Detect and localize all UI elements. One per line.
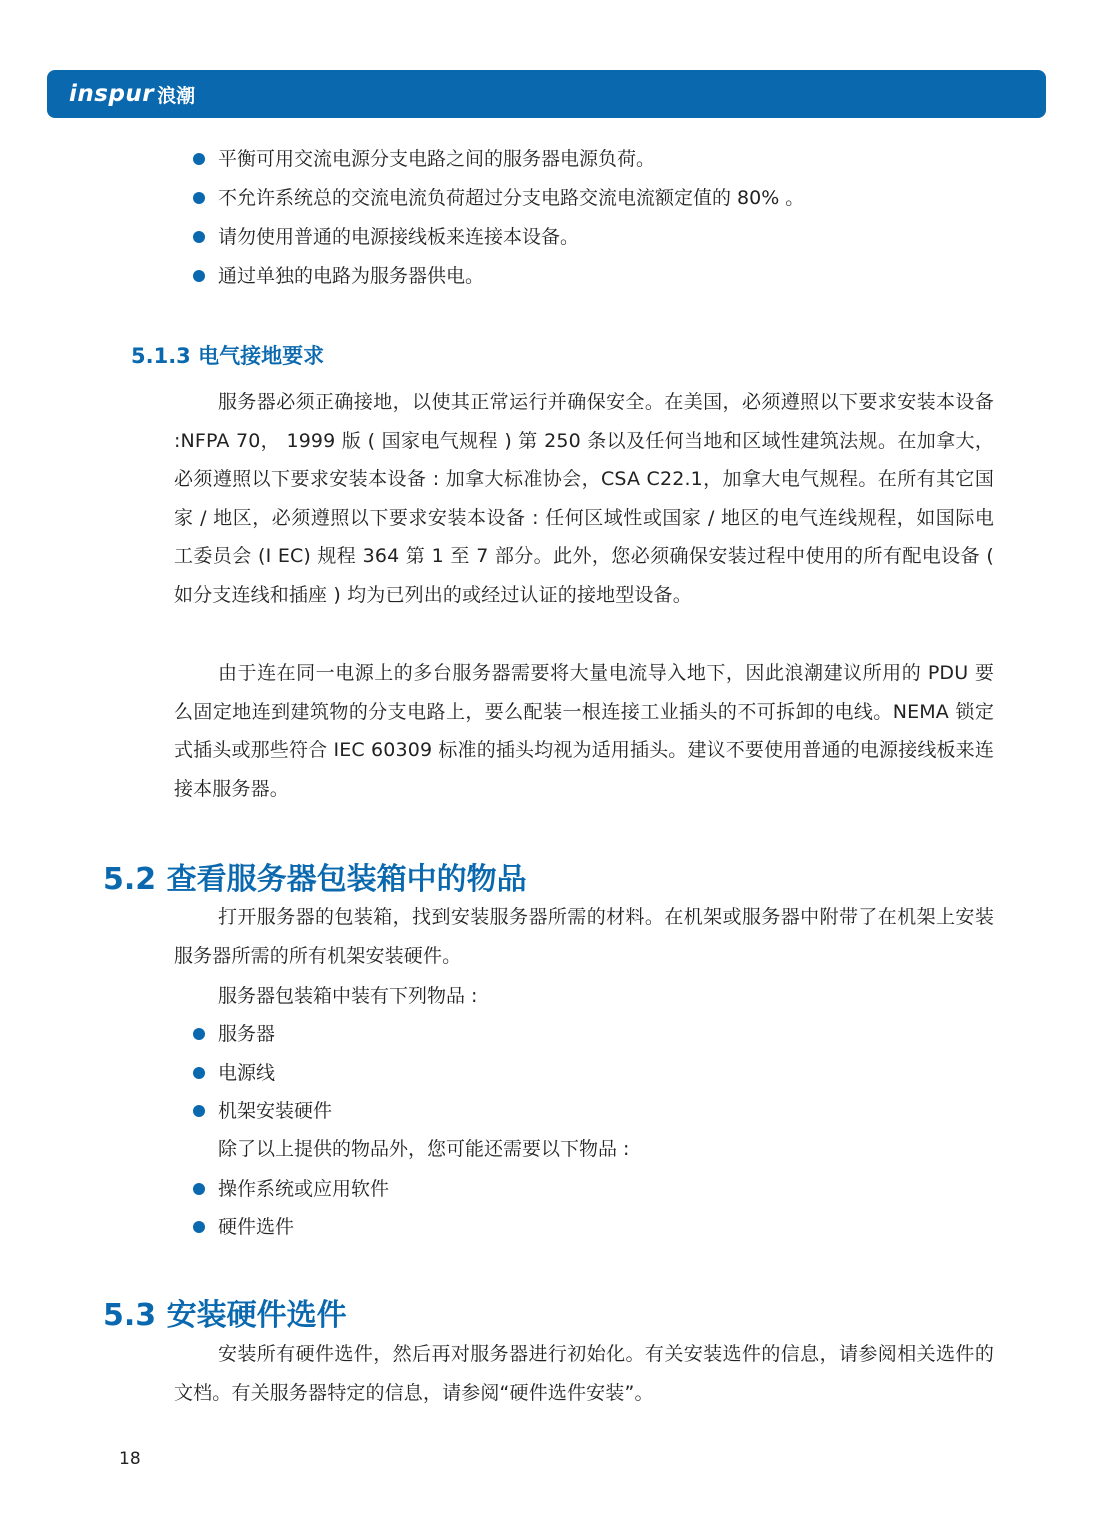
list-item xyxy=(193,1177,389,1201)
paragraph-unpack: 打开服务器的包装箱，找到安装服务器所需的材料。在机架或服务器中附带了在机架上安装服务器所需的所有机架安装硬件。 xyxy=(174,906,994,967)
inspur-logo xyxy=(69,79,195,109)
list-item xyxy=(193,1061,275,1085)
bullet-dot-icon xyxy=(193,1105,205,1117)
list-item-text: 机架安装硬件 xyxy=(218,1100,333,1122)
bullet-dot-icon xyxy=(193,1183,205,1195)
bullet-dot-icon xyxy=(193,1067,205,1079)
bullet-dot-icon xyxy=(193,1221,205,1233)
paragraph-grounding: 服务器必须正确接地，以使其正常运行并确保安全。在美国，必须遵照以下要求安装本设备 :NFPA 70， 1999 版 ( 国家电气规程 ) 第 250 条以及任何当地和区域性建筑法规。在加拿大，必须遵照以下要求安装本设备 : 加拿大标准协会，CSA C22.1，加拿大电气规程。在所有其它国家 / 地区，必须遵照以下要求安装本设备 : 任何区域性或国家 / 地区的电气连线规程，如国际电工委员会 (I EC) 规程 364 第 1 至 7 部分。此外，您必须确保安装过程中使用的所有配电设备 ( 如分支连线和插座 ) 均为已列出的或经过认证的接地型设备。 xyxy=(174,391,994,606)
paragraph-options: 安装所有硬件选件，然后再对服务器进行初始化。有关安装选件的信息，请参阅相关选件的文档。有关服务器特定的信息，请参阅“硬件选件安装”。 xyxy=(174,1343,994,1404)
logo-english: inspur xyxy=(69,81,155,107)
list-item-text: 请勿使用普通的电源接线板来连接本设备。 xyxy=(218,226,580,248)
list-item-text: 硬件选件 xyxy=(218,1216,295,1238)
items-intro: 服务器包装箱中装有下列物品 : xyxy=(218,985,478,1007)
list-item-text: 操作系统或应用软件 xyxy=(218,1178,390,1200)
list-item-text: 电源线 xyxy=(218,1062,276,1084)
list-item xyxy=(193,147,655,171)
list-item xyxy=(193,1215,294,1239)
bullet-dot-icon xyxy=(193,231,205,243)
list-item-text: 通过单独的电路为服务器供电。 xyxy=(218,265,485,287)
list-item-text: 平衡可用交流电源分支电路之间的服务器电源负荷。 xyxy=(218,148,656,170)
extra-items-intro: 除了以上提供的物品外，您可能还需要以下物品 : xyxy=(218,1138,630,1160)
bullet-dot-icon xyxy=(193,192,205,204)
page-number: 18 xyxy=(119,1449,141,1469)
logo-chinese: 浪潮 xyxy=(157,84,196,107)
list-item xyxy=(193,1099,332,1123)
section-heading-5-3: 5.3 安装硬件选件 xyxy=(103,1298,347,1333)
list-item-text: 服务器 xyxy=(218,1023,276,1045)
header-bar xyxy=(47,70,1046,118)
list-item xyxy=(193,186,804,210)
bullet-dot-icon xyxy=(193,153,205,165)
bullet-dot-icon xyxy=(193,270,205,282)
list-item xyxy=(193,264,484,288)
list-item xyxy=(193,225,579,249)
section-heading-5-1-3: 5.1.3 电气接地要求 xyxy=(131,344,325,368)
bullet-dot-icon xyxy=(193,1028,205,1040)
list-item xyxy=(193,1022,275,1046)
list-item-text: 不允许系统总的交流电流负荷超过分支电路交流电流额定值的 80% 。 xyxy=(218,187,805,209)
section-heading-5-2: 5.2 查看服务器包装箱中的物品 xyxy=(103,862,527,897)
paragraph-pdu: 由于连在同一电源上的多台服务器需要将大量电流导入地下，因此浪潮建议所用的 PDU 要么固定地连到建筑物的分支电路上，要么配装一根连接工业插头的不可拆卸的电线。NEMA 锁定式插头或那些符合 IEC 60309 标准的插头均视为适用插头。建议不要使用普通的电源接线板来连接本服务器。 xyxy=(174,662,994,800)
